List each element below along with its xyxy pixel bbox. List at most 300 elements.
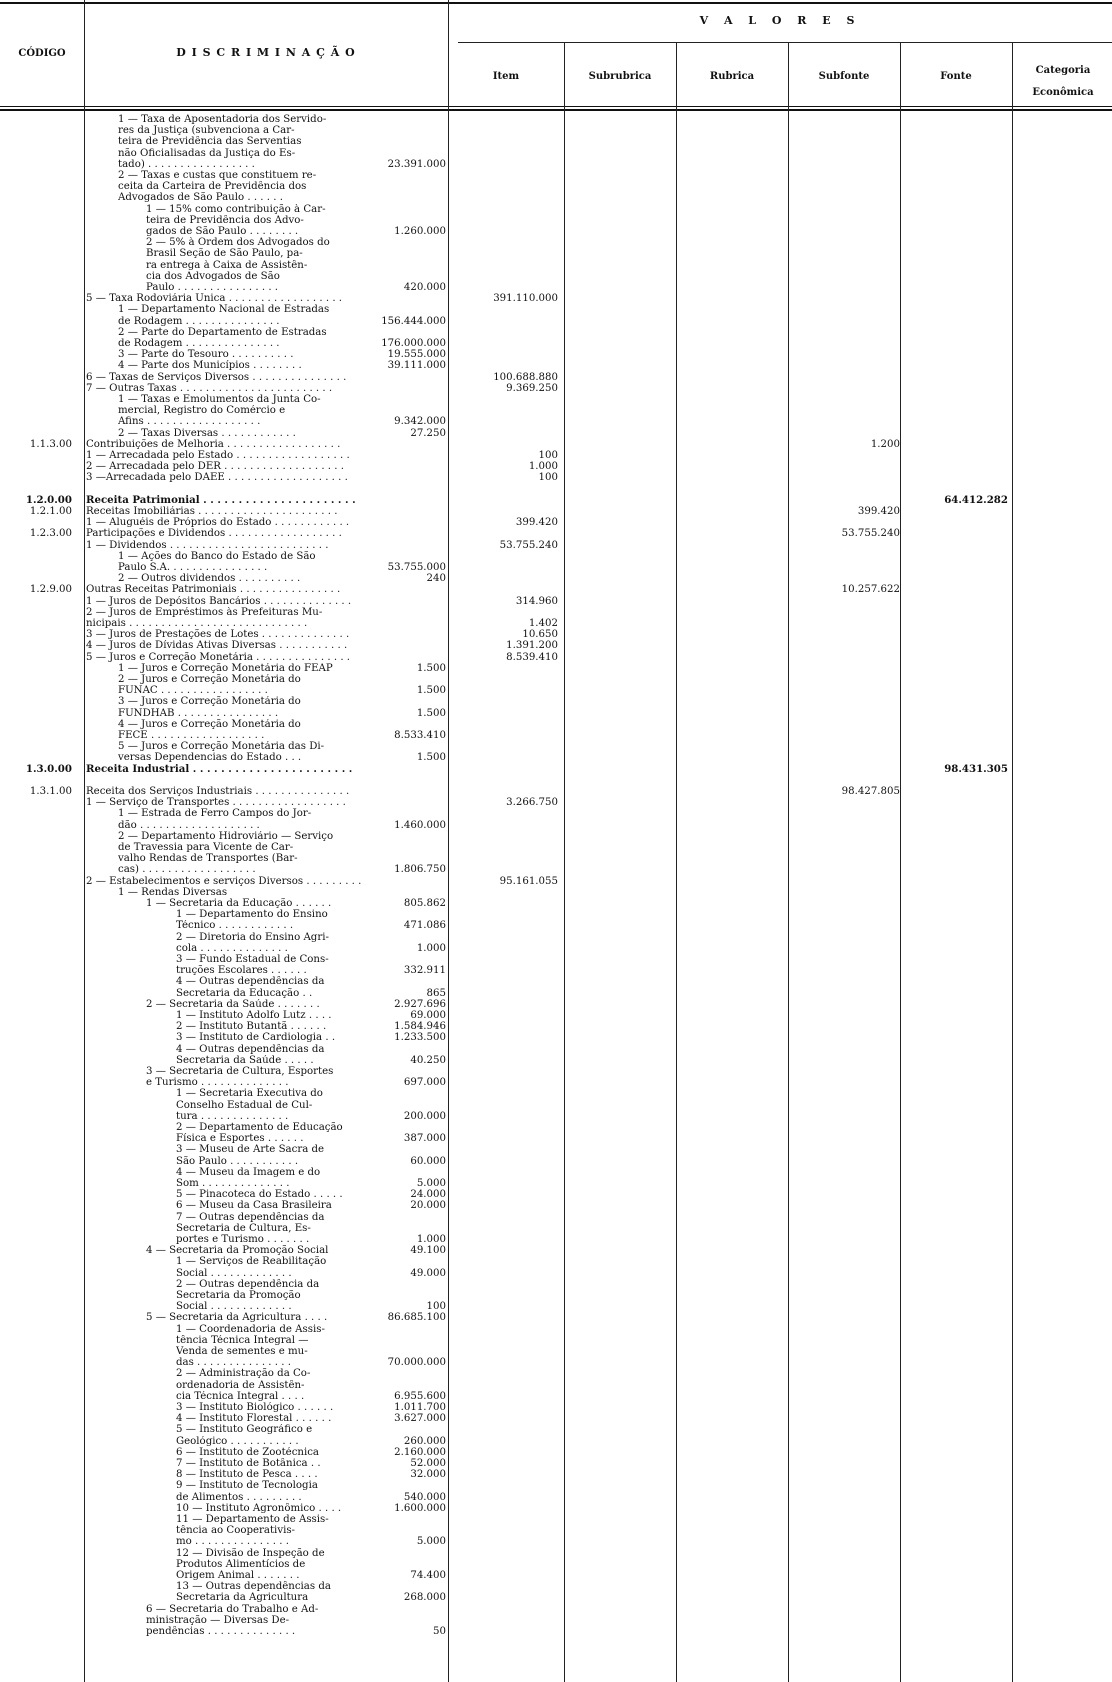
table-row	[0, 562, 1112, 573]
row-discriminacao-amount: 32.000	[410, 1469, 446, 1481]
row-discriminacao-amount: 471.086	[403, 920, 446, 932]
header-categoria-economica: Categoria Econômica	[1032, 65, 1094, 98]
table-row	[0, 898, 1112, 909]
row-description: de Travessia para Vicente de Car-	[118, 842, 294, 853]
row-description: FECE . . . . . . . . . . . . . . . . . .	[118, 730, 265, 741]
row-discriminacao-amount: 52.000	[410, 1458, 446, 1469]
table-row	[0, 596, 1112, 607]
row-discriminacao-amount: 74.400	[410, 1570, 446, 1581]
table-row	[0, 1615, 1112, 1626]
row-description: gados de São Paulo . . . . . . . .	[146, 226, 299, 237]
row-discriminacao-amount: 9.342.000	[394, 416, 446, 428]
row-description: 3 — Instituto de Cardiologia . .	[176, 1032, 336, 1044]
row-discriminacao-amount: 20.000	[410, 1200, 446, 1212]
row-description: 1 — Aluguéis de Próprios do Estado . . . . . . . . . . . .	[86, 517, 350, 529]
row-item-value: 1.391.200	[506, 640, 558, 652]
header-codigo: CÓDIGO	[18, 48, 66, 59]
row-description: 3 —Arrecadada pelo DAEE . . . . . . . . . . . . . . . . . . .	[86, 472, 348, 484]
row-description: Social . . . . . . . . . . . . .	[176, 1301, 292, 1313]
table-row	[0, 618, 1112, 629]
table-row	[0, 148, 1112, 159]
table-row	[0, 1167, 1112, 1178]
row-fonte-value: 64.412.282	[944, 493, 1008, 506]
row-description: 1 — Taxa de Aposentadoria dos Servido-	[118, 114, 327, 125]
table-row	[0, 1234, 1112, 1245]
row-description: res da Justiça (subvenciona a Car-	[118, 125, 295, 137]
row-description: cola . . . . . . . . . . . . . .	[176, 942, 288, 954]
table-body	[0, 112, 1112, 1682]
table-row	[0, 540, 1112, 551]
row-discriminacao-amount: 1.806.750	[394, 864, 446, 876]
row-description: 3 — Instituto Biológico . . . . . .	[176, 1402, 334, 1413]
row-description: 6 — Secretaria do Trabalho e Ad-	[146, 1603, 319, 1615]
table-row	[0, 1592, 1112, 1603]
row-description: 1 — Instituto Adolfo Lutz . . . .	[176, 1010, 332, 1021]
table-row	[0, 316, 1112, 327]
row-description: Secretaria da Promoção	[176, 1290, 301, 1301]
table-row	[0, 1223, 1112, 1234]
table-row	[0, 1268, 1112, 1279]
row-item-value: 391.110.000	[493, 293, 558, 305]
row-discriminacao-amount: 24.000	[410, 1189, 446, 1201]
row-item-value: 100	[538, 472, 558, 484]
table-row	[0, 1100, 1112, 1111]
row-discriminacao-amount: 1.011.700	[394, 1402, 446, 1413]
table-row	[0, 1335, 1112, 1346]
row-description: 6 — Instituto de Zootécnica	[176, 1446, 319, 1458]
row-description: tura . . . . . . . . . . . . . .	[176, 1110, 289, 1122]
row-description: 1 — Serviço de Transportes . . . . . . . . . . . . . . . . . .	[86, 797, 346, 809]
table-row	[0, 831, 1112, 842]
table-row	[0, 1245, 1112, 1256]
row-discriminacao-amount: 268.000	[403, 1592, 446, 1604]
row-description: teira de Previdência das Serventias	[118, 136, 302, 148]
row-discriminacao-amount: 1.584.946	[394, 1021, 446, 1033]
table-row	[0, 820, 1112, 831]
row-discriminacao-amount: 49.100	[410, 1245, 446, 1257]
table-row	[0, 461, 1112, 472]
row-discriminacao-amount: 39.111.000	[387, 360, 446, 372]
table-row	[0, 909, 1112, 920]
row-description: 4 — Instituto Florestal . . . . . .	[176, 1413, 332, 1425]
table-row	[0, 999, 1112, 1010]
row-code: 1.2.0.00	[25, 493, 72, 506]
table-row	[0, 1324, 1112, 1335]
row-description: e Turismo . . . . . . . . . . . . . .	[146, 1077, 289, 1089]
row-discriminacao-amount: 200.000	[403, 1110, 446, 1122]
row-description: 1 — Coordenadoria de Assis-	[176, 1323, 325, 1335]
row-description: Participações e Dividendos . . . . . . . . . . . . . . . . . .	[86, 528, 342, 540]
table-row	[0, 932, 1112, 943]
row-description: pendências . . . . . . . . . . . . . .	[146, 1626, 296, 1637]
row-item-value: 53.755.240	[499, 539, 558, 551]
row-description: 2 — Taxas Diversas . . . . . . . . . . . .	[118, 427, 296, 439]
table-row	[0, 338, 1112, 349]
row-description: 2 — Outras dependência da	[176, 1278, 320, 1290]
table-row	[0, 136, 1112, 147]
row-description: 4 — Parte dos Municípios . . . . . . . .	[118, 360, 302, 372]
table-row	[0, 1301, 1112, 1312]
table-row	[0, 1357, 1112, 1368]
row-discriminacao-amount: 27.250	[410, 427, 446, 439]
table-row	[0, 764, 1112, 775]
row-description: 2 — Diretoria do Ensino Agri-	[176, 931, 329, 943]
row-description: 4 — Secretaria da Promoção Social	[146, 1245, 329, 1257]
row-discriminacao-amount: 1.460.000	[394, 819, 446, 831]
row-description: 3 — Fundo Estadual de Cons-	[176, 954, 329, 965]
table-row	[0, 181, 1112, 192]
table-row	[0, 125, 1112, 136]
row-description: Contribuições de Melhoria . . . . . . . . . . . . . . . . . .	[86, 438, 341, 450]
table-row	[0, 1458, 1112, 1469]
row-discriminacao-amount: 60.000	[410, 1155, 446, 1167]
row-description: mercial, Registro do Comércio e	[118, 405, 286, 417]
table-row	[0, 976, 1112, 987]
row-description: 6 — Taxas de Serviços Diversos . . . . . . . . . . . . . . .	[86, 371, 347, 383]
table-row	[0, 864, 1112, 875]
row-description: FUNAC . . . . . . . . . . . . . . . . .	[118, 685, 268, 697]
table-row	[0, 1368, 1112, 1379]
table-row	[0, 495, 1112, 506]
row-description: Receitas Imobiliárias . . . . . . . . . . . . . . . . . . . . . .	[86, 506, 338, 517]
row-discriminacao-amount: 1.260.000	[394, 226, 446, 237]
row-description: 2 — Secretaria da Saúde . . . . . . .	[146, 998, 320, 1010]
table-row	[0, 215, 1112, 226]
row-description: 1 — Departamento do Ensino	[176, 909, 328, 921]
table-row	[0, 1559, 1112, 1570]
table-row	[0, 237, 1112, 248]
row-code: 1.3.1.00	[29, 786, 72, 797]
row-item-value: 10.650	[522, 629, 558, 641]
row-discriminacao-amount: 387.000	[403, 1133, 446, 1145]
row-description: 1 — Serviços de Reabilitação	[176, 1256, 327, 1268]
row-description: Receita dos Serviços Industriais . . . . . . . . . . . . . . .	[86, 786, 350, 797]
table-row	[0, 1055, 1112, 1066]
table-row	[0, 1044, 1112, 1055]
row-discriminacao-amount: 2.927.696	[394, 998, 446, 1010]
row-description: Paulo S.A. . . . . . . . . . . . . . . .	[118, 562, 268, 573]
row-discriminacao-amount: 540.000	[403, 1491, 446, 1503]
table-row	[0, 584, 1112, 595]
row-discriminacao-amount: 1.500	[416, 752, 446, 764]
row-fonte-value: 98.431.305	[944, 762, 1008, 775]
row-discriminacao-amount: 240	[426, 573, 446, 585]
table-row	[0, 1189, 1112, 1200]
row-description: tado) . . . . . . . . . . . . . . . . .	[118, 158, 255, 170]
table-row	[0, 573, 1112, 584]
row-description: 2 — Juros de Empréstimos às Prefeituras Mu-	[86, 606, 323, 618]
table-row	[0, 439, 1112, 450]
row-description: Receita Patrimonial . . . . . . . . . . . . . . . . . . . . . .	[86, 494, 356, 506]
row-discriminacao-amount: 1.000	[416, 1234, 446, 1245]
table-row	[0, 1279, 1112, 1290]
row-description: ceita da Carteira de Previdência dos	[118, 181, 307, 193]
row-description: 5 — Pinacoteca do Estado . . . . .	[176, 1189, 343, 1201]
row-description: tência Técnica Integral —	[176, 1334, 309, 1346]
table-row	[0, 1156, 1112, 1167]
row-discriminacao-amount: 1.600.000	[394, 1502, 446, 1514]
row-description: Som . . . . . . . . . . . . . .	[176, 1178, 290, 1189]
row-discriminacao-amount: 5.000	[416, 1178, 446, 1189]
table-row	[0, 741, 1112, 752]
table-row	[0, 1391, 1112, 1402]
row-description: 7 — Instituto de Botânica . .	[176, 1458, 321, 1469]
row-item-value: 314.960	[515, 595, 558, 607]
row-description: Conselho Estadual de Cul-	[176, 1099, 313, 1111]
header-rubrica: Rubrica	[709, 71, 755, 82]
row-description: 2 — Outros dividendos . . . . . . . . . .	[118, 573, 301, 585]
row-discriminacao-amount: 260.000	[403, 1435, 446, 1447]
table-row	[0, 1480, 1112, 1491]
row-description: 5 — Juros e Correção Monetária das Di-	[118, 741, 325, 753]
row-description: 1 — Ações do Banco do Estado de São	[118, 550, 316, 562]
row-item-value: 9.369.250	[506, 382, 558, 394]
table-row	[0, 159, 1112, 170]
table-row	[0, 1032, 1112, 1043]
table-row	[0, 1514, 1112, 1525]
row-description: cia Técnica Integral . . . .	[176, 1390, 305, 1402]
row-subfonte-value: 10.257.622	[841, 584, 900, 596]
row-description: 7 — Outras dependências da	[176, 1211, 325, 1223]
table-row	[0, 1010, 1112, 1021]
row-description: não Oficialisadas da Justiça do Es-	[118, 147, 296, 159]
row-description: 2 — Juros e Correção Monetária do	[118, 674, 301, 685]
table-row	[0, 1290, 1112, 1301]
row-discriminacao-amount: 1.500	[416, 685, 446, 697]
row-description: 8 — Instituto de Pesca . . . .	[176, 1469, 318, 1481]
row-discriminacao-amount: 156.444.000	[381, 315, 446, 327]
table-row	[0, 652, 1112, 663]
table-row	[0, 954, 1112, 965]
table-row	[0, 293, 1112, 304]
row-item-value: 399.420	[515, 517, 558, 529]
row-discriminacao-amount: 420.000	[403, 282, 446, 293]
row-discriminacao-amount: 8.533.410	[394, 730, 446, 741]
row-discriminacao-amount: 49.000	[410, 1267, 446, 1279]
table-row	[0, 943, 1112, 954]
row-description: teira de Previdência dos Advo-	[146, 214, 304, 226]
row-description: 1 — Juros de Depósitos Bancários . . . . . . . . . . . . . .	[86, 595, 352, 607]
row-item-value: 8.539.410	[506, 651, 558, 663]
row-description: 9 — Instituto de Tecnologia	[176, 1480, 318, 1492]
table-row	[0, 1256, 1112, 1267]
row-discriminacao-amount: 6.955.600	[394, 1390, 446, 1402]
table-row	[0, 304, 1112, 315]
table-row	[0, 1436, 1112, 1447]
row-description: Origem Animal . . . . . . .	[176, 1570, 300, 1581]
row-description: 2 — Instituto Butantã . . . . . .	[176, 1021, 327, 1033]
table-row	[0, 607, 1112, 618]
row-discriminacao-amount: 805.862	[403, 898, 446, 909]
row-description: 3 — Museu de Arte Sacra de	[176, 1144, 325, 1156]
row-description: 1 — Secretaria da Educação . . . . . .	[146, 898, 332, 909]
table-row	[0, 685, 1112, 696]
table-row	[0, 1088, 1112, 1099]
row-description: 1 — Secretaria Executiva do	[176, 1088, 323, 1100]
header-item: Item	[492, 71, 520, 82]
table-row	[0, 506, 1112, 517]
table-row	[0, 1413, 1112, 1424]
table-row	[0, 1312, 1112, 1323]
table-row	[0, 204, 1112, 215]
table-row	[0, 1212, 1112, 1223]
table-row	[0, 696, 1112, 707]
table-row	[0, 1492, 1112, 1503]
row-description: 1 — Juros e Correção Monetária do FEAP	[118, 662, 333, 674]
row-description: 1 — Dividendos . . . . . . . . . . . . . . . . . . . . . . . . .	[86, 539, 329, 551]
row-description: 1 — 15% como contribuição à Car-	[146, 203, 326, 215]
row-description: 2 — Departamento Hidroviário — Serviço	[118, 830, 334, 842]
table-row	[0, 1133, 1112, 1144]
row-description: Social . . . . . . . . . . . . .	[176, 1267, 292, 1279]
table-row	[0, 327, 1112, 338]
table-row	[0, 640, 1112, 651]
table-row	[0, 394, 1112, 405]
row-description: 12 — Divisão de Inspeção de	[176, 1547, 325, 1559]
row-description: Produtos Alimentícios de	[176, 1558, 306, 1570]
table-row	[0, 629, 1112, 640]
table-row	[0, 450, 1112, 461]
row-description: de Alimentos . . . . . . . . .	[176, 1491, 302, 1503]
table-row	[0, 1200, 1112, 1211]
row-description: 4 — Juros de Dívidas Ativas Diversas . . . . . . . . . . .	[86, 640, 348, 652]
row-description: 1 — Taxas e Emolumentos da Junta Co-	[118, 394, 321, 405]
row-item-value: 3.266.750	[506, 797, 558, 809]
table-row	[0, 360, 1112, 371]
row-description: 1 — Arrecadada pelo Estado . . . . . . . . . . . . . . . . . .	[86, 450, 350, 461]
row-description: mo . . . . . . . . . . . . . . .	[176, 1536, 289, 1548]
table-row	[0, 1077, 1112, 1088]
row-description: dão . . . . . . . . . . . . . . . . . . .	[118, 819, 260, 831]
row-subfonte-value: 98.427.805	[841, 786, 900, 797]
row-discriminacao-amount: 865	[426, 987, 446, 999]
table-header	[0, 0, 1112, 112]
row-description: tência ao Cooperativis-	[176, 1525, 295, 1537]
table-row	[0, 988, 1112, 999]
row-description: 2 — Estabelecimentos e serviços Diversos . . . . . . . . .	[86, 875, 362, 887]
row-description: Afins . . . . . . . . . . . . . . . . . .	[118, 416, 261, 428]
row-description: 7 — Outras Taxas . . . . . . . . . . . . . . . . . . . . . . . .	[86, 382, 333, 394]
row-discriminacao-amount: 70.000.000	[387, 1357, 446, 1369]
row-description: 3 — Juros de Prestações de Lotes . . . . . . . . . . . . . .	[86, 629, 350, 641]
table-row	[0, 192, 1112, 203]
row-item-value: 1.000	[528, 461, 558, 473]
row-description: 5 — Juros e Correção Monetária . . . . . . . . . . . . . . .	[86, 651, 351, 663]
row-description: Brasil Seção de São Paulo, pa-	[146, 248, 303, 260]
row-subfonte-value: 53.755.240	[841, 528, 900, 540]
table-row	[0, 1346, 1112, 1357]
row-code: 1.2.3.00	[29, 528, 72, 540]
table-row	[0, 551, 1112, 562]
row-description: 2 — 5% à Ordem dos Advogados do	[146, 237, 330, 249]
header-discriminacao: D I S C R I M I N A Ç Ã O	[176, 46, 356, 59]
row-description: ra entrega à Caixa de Assistên-	[146, 259, 308, 271]
row-description: 1 — Rendas Diversas	[118, 886, 228, 898]
table-row	[0, 708, 1112, 719]
table-row	[0, 1021, 1112, 1032]
table-row	[0, 1424, 1112, 1435]
row-discriminacao-amount: 697.000	[403, 1077, 446, 1089]
table-row	[0, 1570, 1112, 1581]
table-row	[0, 528, 1112, 539]
row-description: cia dos Advogados de São	[146, 270, 280, 282]
table-row	[0, 730, 1112, 741]
row-discriminacao-amount: 1.000	[416, 942, 446, 954]
table-row	[0, 271, 1112, 282]
table-row	[0, 472, 1112, 483]
row-description: Física e Esportes . . . . . .	[176, 1133, 304, 1145]
table-row	[0, 428, 1112, 439]
table-row	[0, 674, 1112, 685]
row-description: 4 — Museu da Imagem e do	[176, 1166, 321, 1178]
table-row	[0, 260, 1112, 271]
row-discriminacao-amount: 1.233.500	[394, 1032, 446, 1044]
row-description: Técnico . . . . . . . . . . . .	[176, 920, 294, 932]
row-discriminacao-amount: 100	[426, 1301, 446, 1313]
row-discriminacao-amount: 332.911	[403, 965, 446, 977]
row-description: 2 — Administração da Co-	[176, 1368, 311, 1380]
table-row	[0, 1581, 1112, 1592]
row-description: 2 — Taxas e custas que constituem re-	[118, 170, 317, 181]
row-description: Venda de sementes e mu-	[176, 1346, 308, 1357]
table-row	[0, 965, 1112, 976]
table-row	[0, 1380, 1112, 1391]
row-description: Paulo . . . . . . . . . . . . . . . .	[146, 282, 279, 293]
row-discriminacao-amount: 53.755.000	[387, 562, 446, 573]
row-description: São Paulo . . . . . . . . . . .	[176, 1155, 299, 1167]
table-row	[0, 1144, 1112, 1155]
row-code: 1.3.0.00	[25, 762, 72, 775]
top-rule	[0, 2, 1112, 4]
table-row	[0, 920, 1112, 931]
row-description: 1 — Estrada de Ferro Campos do Jor-	[118, 808, 312, 820]
row-subfonte-value: 399.420	[857, 506, 900, 517]
table-row	[0, 282, 1112, 293]
row-description: 6 — Museu da Casa Brasileira	[176, 1200, 332, 1212]
row-discriminacao-amount: 176.000.000	[381, 338, 446, 349]
row-description: Secretaria de Cultura, Es-	[176, 1222, 311, 1234]
table-row	[0, 808, 1112, 819]
row-description: 3 — Juros e Correção Monetária do	[118, 696, 301, 708]
table-row	[0, 887, 1112, 898]
table-row	[0, 484, 1112, 495]
row-description: 3 — Parte do Tesouro . . . . . . . . . .	[118, 349, 294, 361]
row-item-value: 1.402	[528, 618, 558, 629]
row-description: Secretaria da Educação . .	[176, 987, 313, 999]
row-description: 5 — Instituto Geográfico e	[176, 1424, 313, 1436]
row-discriminacao-amount: 1.500	[416, 707, 446, 719]
row-description: 13 — Outras dependências da	[176, 1581, 331, 1593]
row-item-value: 100.688.880	[493, 371, 558, 383]
row-discriminacao-amount: 5.000	[416, 1536, 446, 1548]
row-item-value: 95.161.055	[499, 875, 558, 887]
row-code: 1.2.9.00	[29, 584, 72, 596]
table-row	[0, 226, 1112, 237]
table-row	[0, 1604, 1112, 1615]
table-row	[0, 663, 1112, 674]
row-description: de Rodagem . . . . . . . . . . . . . . .	[118, 338, 280, 349]
row-subfonte-value: 1.200	[870, 438, 900, 450]
table-row	[0, 349, 1112, 360]
table-row	[0, 1122, 1112, 1133]
row-description: versas Dependencias do Estado . . .	[118, 752, 302, 764]
row-description: 2 — Departamento de Educação	[176, 1122, 343, 1133]
table-row	[0, 372, 1112, 383]
row-discriminacao-amount: 2.160.000	[394, 1446, 446, 1458]
row-code: 1.1.3.00	[29, 438, 72, 450]
table-row	[0, 719, 1112, 730]
table-row	[0, 853, 1112, 864]
